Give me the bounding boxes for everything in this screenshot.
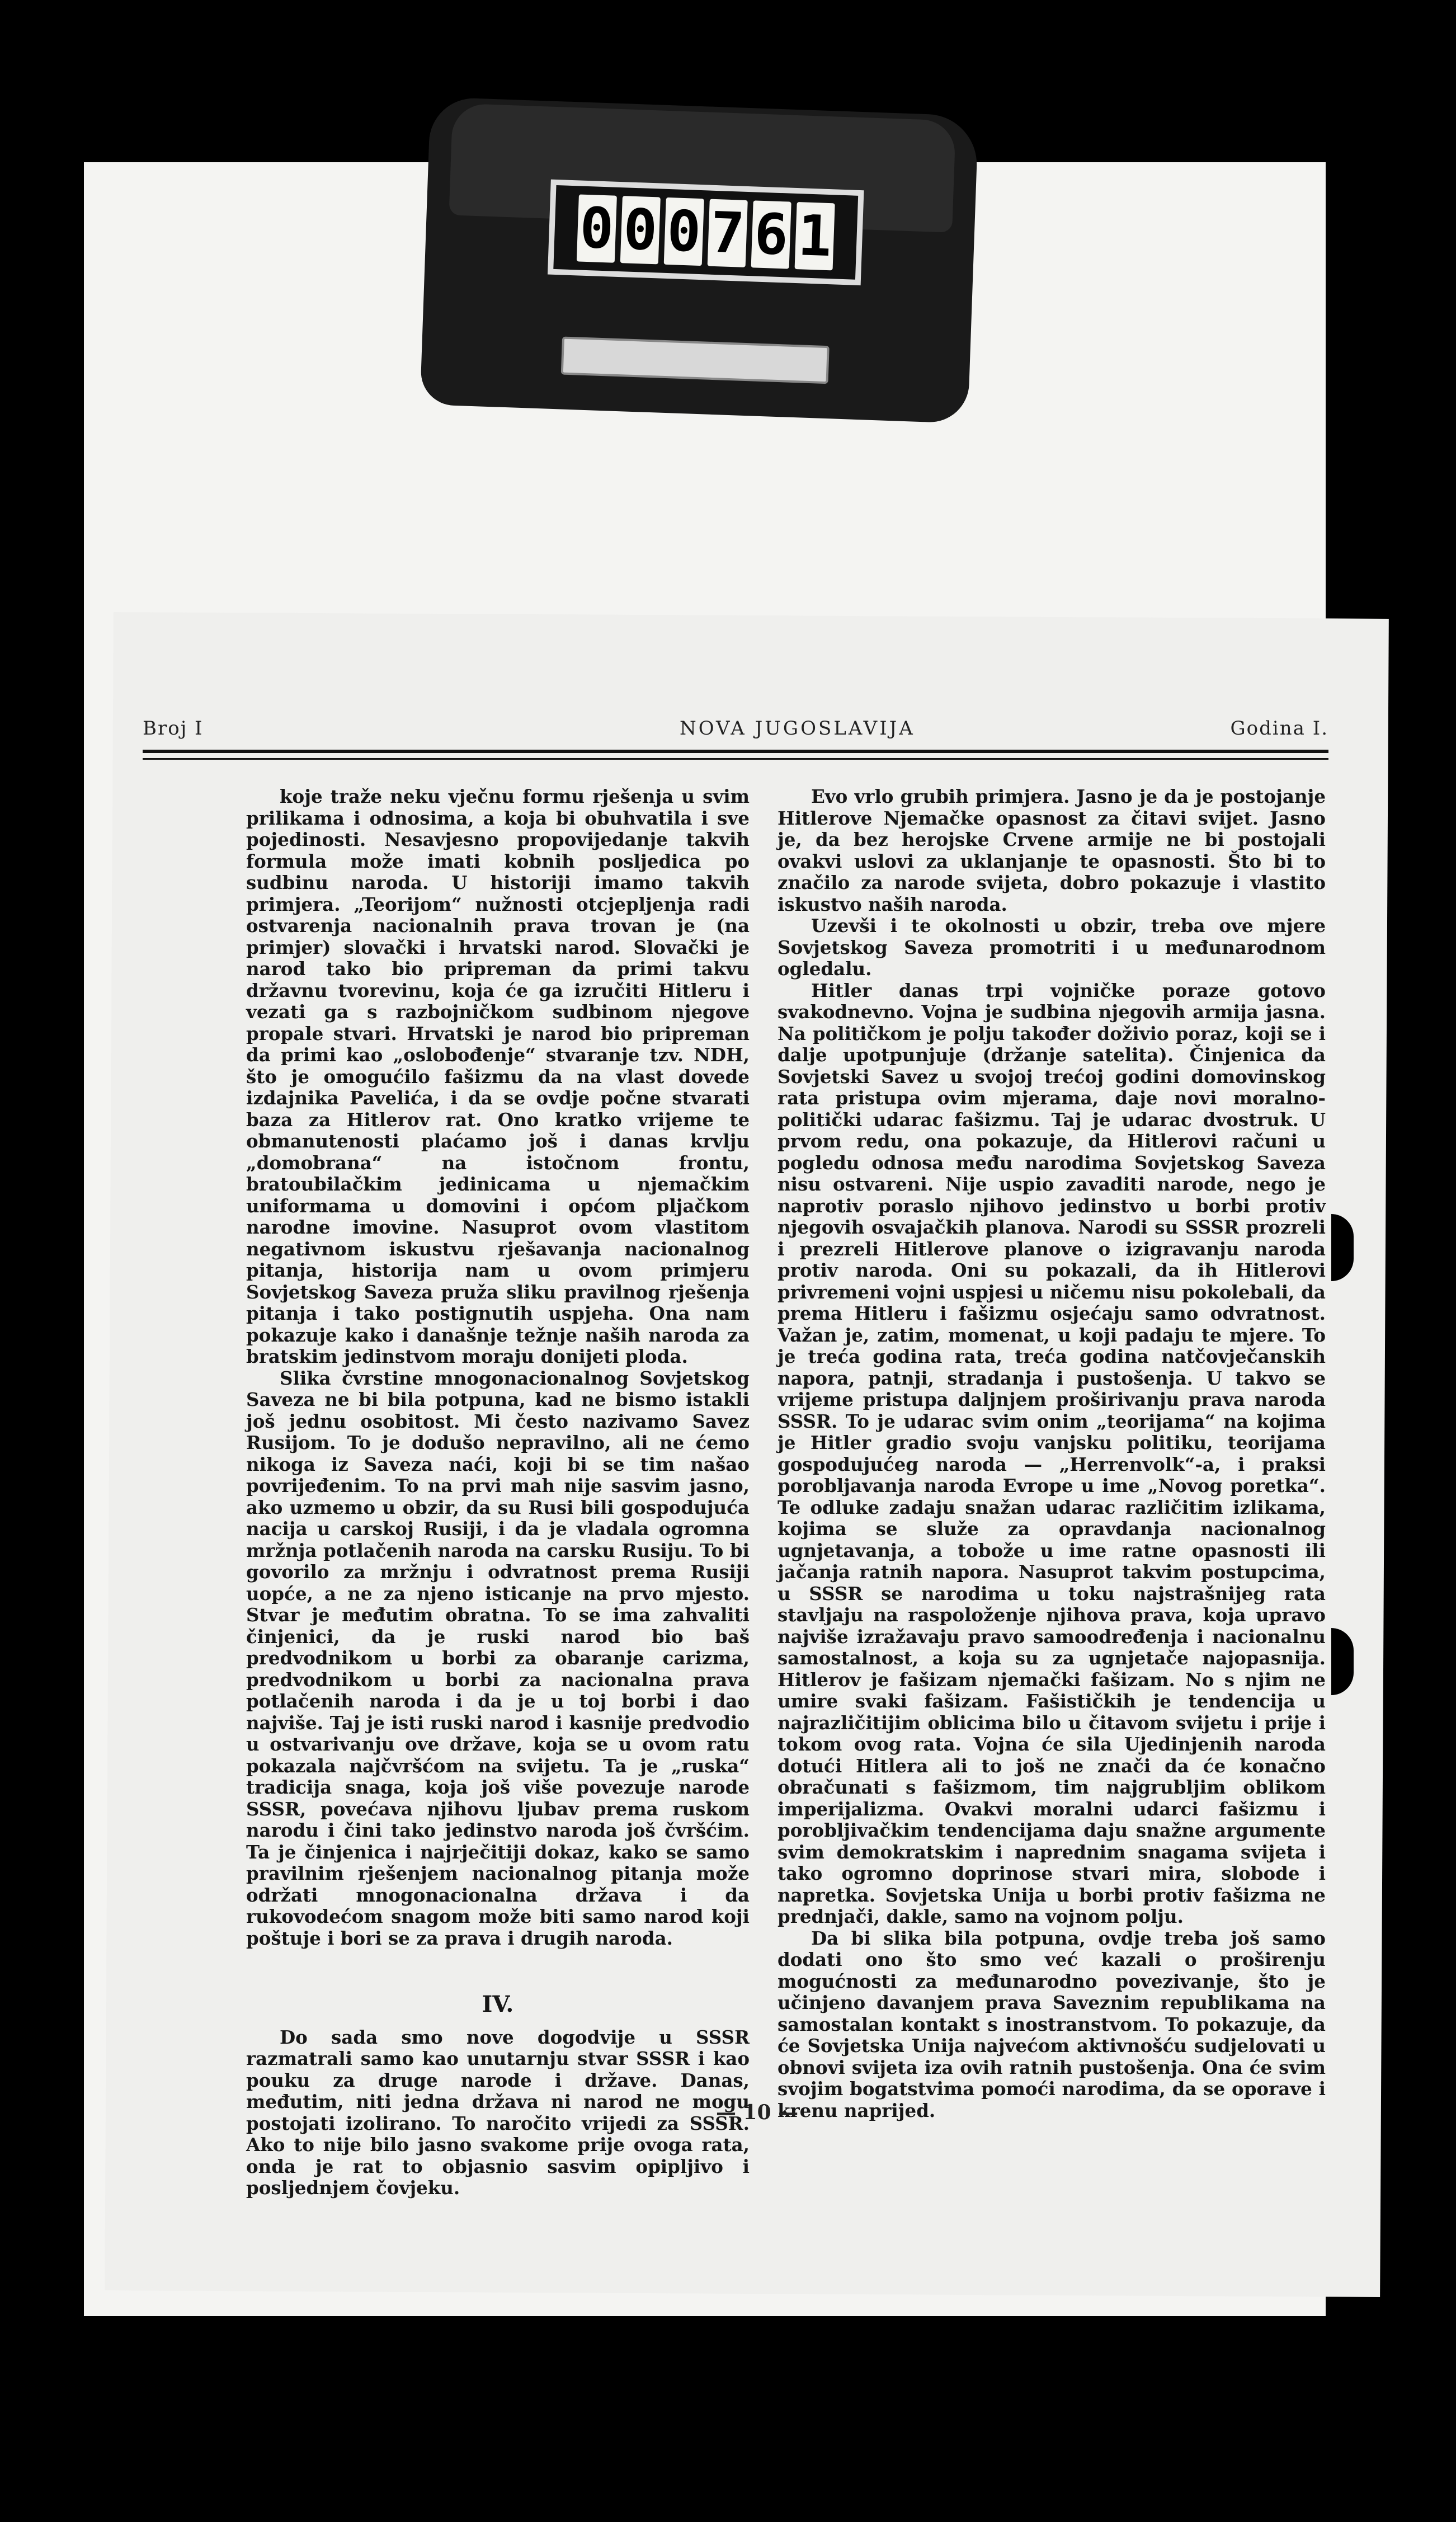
page-header xyxy=(143,717,1328,751)
counter-plate xyxy=(561,337,830,384)
section-heading: IV. xyxy=(482,1991,514,2017)
counter-digit: 0 xyxy=(664,197,704,266)
header-rule xyxy=(143,758,1328,760)
header-rule xyxy=(143,750,1328,753)
counter-digit: 6 xyxy=(751,200,791,269)
counter-digit: 1 xyxy=(795,202,835,270)
paragraph: Da bi slika bila potpuna, ovdje treba još samo dodati ono što smo već kazali o proširenju mogućnosti za međunarodno povezivanje, što je učinjeno davanjem prava Saveznim republikama na samostalan kontakt s inostranstvom. To pokazuje, da će Sovjetska Unija najvećom aktivnošću sudjelovati u obnovi svijeta iza ovih ratnih pustošenja. Ona će svim svojim bogatstvima pomoći narodima, da se oporave i krenu naprijed. xyxy=(778,1927,1326,2121)
frame-counter xyxy=(420,97,979,424)
year-label: Godina I. xyxy=(1230,717,1328,740)
page-number: — 10 — xyxy=(716,2101,799,2124)
counter-display xyxy=(548,180,864,285)
text-column-left xyxy=(246,786,750,2199)
paragraph: Slika čvrstine mnogonacionalnog Sovjetskog Saveza ne bi bila potpuna, kad ne bismo istakli još jednu osobitost. Mi često nazivamo Savez Rusijom. To je dodušo nepravilno, ali ne ćemo nikoga iz Saveza naći, koji bi se tim našao povrijeđenim. To na prvi mah nije sasvim jasno, ako uzmemo u obzir, da su Rusi bili gospodujuća nacija u carskoj Rusiji, i da je vladala ogromna mržnja potlačenih naroda na carsku Rusiju. To bi govorilo za mržnju i odvratnost prema Rusiji uopće, a ne za njeno isticanje na prvo mjesto. Stvar je međutim obratna. To se ima zahvaliti činjenici, da je ruski narod bio baš predvodnikom u borbi za obaranje carizma, predvodnikom u borbi za nacionalna prava potlačenih naroda i da je u toj borbi i dao najviše. Taj je isti ruski narod i kasnije predvodio u ostvarivanju ove države, koja se u ovom ratu pokazala najčvršćom na svijetu. Ta je „ruska“ tradicija snaga, koja još više povezuje narode SSSR, povećava njihovu ljubav prema ruskom narodu i čini tako jedinstvo naroda još čvršćim. Ta je činjenica i najrječitiji dokaz, kako se samo pravilnim rješenjem nacionalnog pitanja može održati mnogonacionalna država i da rukovodećom snagom može biti samo narod koji poštuje i bori se za prava i drugih naroda. xyxy=(246,1367,750,1949)
counter-digit: 0 xyxy=(620,196,661,264)
counter-digit: 0 xyxy=(577,194,617,262)
text-column-right xyxy=(778,786,1326,2121)
paragraph: Uzevši i te okolnosti u obzir, treba ove mjere Sovjetskog Saveza promotriti i u međunarodnom ogledalu. xyxy=(778,915,1326,980)
publication-title: NOVA JUGOSLAVIJA xyxy=(680,717,915,740)
paragraph: koje traže neku vječnu formu rješenja u svim prilikama i odnosima, a koja bi obuhvatila i sve pojedinosti. Nesavjesno propovijedanje takvih formula može imati kobnih posljedica po sudbinu naroda. U historiji imamo takvih primjera. „Teorijom“ nužnosti otcjepljenja radi ostvarenja nacionalnih prava trovan je (na primjer) slovački i hrvatski narod. Slovački je narod tako bio pripreman da primi takvu državnu tvorevinu, koja će ga izručiti Hitleru i vezati ga s razbojničkom sudbinom njegove propale stvari. Hrvatski je narod bio pripreman da primi kao „oslobođenje“ stvaranje tzv. NDH, što je omogućilo fašizmu da na vlast dovede izdajnika Pavelića, i da se ovdje počne stvarati baza za Hitlerov rat. Ono kratko vrijeme te obmanutenosti plaćamo još i danas krvlju „domobrana“ na istočnom frontu, bratoubilačkim jedinicama u njemačkim uniformama u domovini i općom pljačkom narodne imovine. Nasuprot ovom vlastitom negativnom iskustvu rješavanja nacionalnog pitanja, historija nam u ovom primjeru Sovjetskog Saveza pruža sliku pravilnog rješenja pitanja i tako postignutih uspjeha. Ona nam pokazuje kako i današnje težnje naših naroda za bratskim jedinstvom moraju donijeti ploda. xyxy=(246,785,750,1367)
paragraph: Evo vrlo grubih primjera. Jasno je da je postojanje Hitlerove Njemačke opasnost za čitavi svijet. Jasno je, da bez herojske Crvene armije ne bi postojali ovakvi uslovi za uklanjanje te opasnosti. Što bi to značilo za narode svijeta, dobro pokazuje i vlastito iskustvo naših naroda. xyxy=(778,785,1326,915)
counter-digit: 7 xyxy=(708,199,748,267)
issue-number: Broj I xyxy=(143,717,204,740)
paragraph: Hitler danas trpi vojničke poraze gotovo svakodnevno. Vojna je sudbina njegovih armija jasna. Na političkom je polju također doživio poraz, koji se i dalje upotpunjuje (držanje satelita). Činjenica da Sovjetski Savez u svojoj trećoj godini domovinskog rata pristupa ovim mjerama, daje novi moralno-politički udarac fašizmu. Taj je udarac dvostruk. U prvom redu, ona pokazuje, da Hitlerovi računi u pogledu odnosa među narodima Sovjetskog Saveza nisu ostvareni. Nije uspio zavaditi narode, nego je naprotiv poraslo njihovo jedinstvo u borbi protiv njegovih osvajačkih planova. Narodi su SSSR prozreli i prezreli Hitlerove planove o izigravanju naroda protiv naroda. Oni su pokazali, da ih Hitlerovi privremeni vojni uspjesi u ničemu nisu pokolebali, da prema Hitleru i fašizmu osjećaju samo odvratnost. Važan je, zatim, momenat, u koji padaju te mjere. To je treća godina rata, treća godina natčovječanskih napora, patnji, stradanja i pustošenja. U takvo se vrijeme pristupa daljnjem proširivanju prava naroda SSSR. To je udarac svim onim „teorijama“ na kojima je Hitler gradio svoju vanjsku politiku, teorijama gospodujućeg naroda — „Herrenvolk“-a, i praksi porobljavanja naroda Evrope u ime „Novog poretka“. Te odluke zadaju snažan udarac različitim izlikama, kojima se služe za opravdanja nacionalnog ugnjetavanja, a tobože u ime ratne opasnosti ili jačanja ratnih napora. Nasuprot takvim postupcima, u SSSR se narodima u toku najstrašnijeg rata stavljaju na raspoloženje njihova prava, koja upravo najviše izražavaju pravo samoodređenja i nacionalnu samostalnost, a koja su za ugnjetače najopasnija. Hitlerov je fašizam njemački fašizam. No s njim ne umire svaki fašizam. Fašističkih je tendencija u najrazličitijim oblicima bilo u čitavom svijetu i prije i tokom ovog rata. Vojna će sila Ujedinjenih naroda dotući Hitlera ali to još ne znači da će konačno obračunati s fašizmom, tim najgrubljim oblikom imperijalizma. Ovakvi moralni udarci fašizmu i porobljivačkim tendencijama daju snažne argumente svim demokratskim i naprednim snagama svijeta i tako ogromno doprinose stvari mira, slobode i napretka. Sovjetska Unija u borbi protiv fašizma ne prednjači, dakle, samo na vojnom polju. xyxy=(778,979,1326,1927)
paragraph: Do sada smo nove dogodvije u SSSR razmatrali samo kao unutarnju stvar SSSR i kao pouku za druge narode i države. Danas, međutim, niti jedna država ni narod ne mogu postojati izolirano. To naročito vrijedi za SSSR. Ako to nije bilo jasno svakome prije ovoga rata, onda je rat to objasnio sasvim opipljivo i posljednjem čovjeku. xyxy=(246,2026,750,2199)
